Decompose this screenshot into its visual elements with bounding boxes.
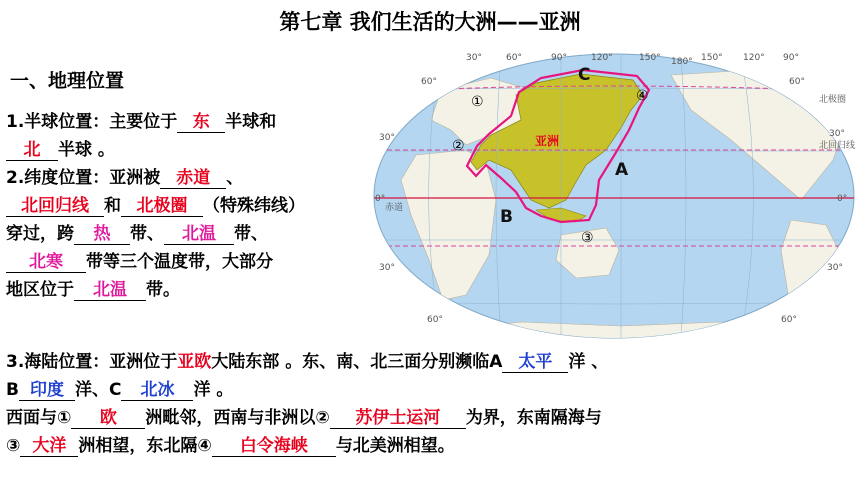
landsea-text: 洋 。: [193, 380, 234, 400]
landsea-text: 3.海陆位置：亚洲位于: [6, 352, 178, 372]
marker-2: ②: [452, 138, 465, 154]
arctic-circle-label: 北极圈: [819, 95, 847, 105]
lon-label: 90°: [551, 53, 567, 63]
landsea-text: 洲毗邻，西南与非洲以②: [145, 408, 330, 428]
lat-label-left: 30°: [379, 263, 395, 273]
ocean-label-c: C: [578, 65, 591, 85]
lat-label-right: 60°: [789, 77, 805, 87]
lon-label: 60°: [506, 53, 522, 63]
answer-indian: 印度: [19, 380, 75, 401]
latitude-dai2: 带、: [234, 224, 268, 244]
section-heading: 一、地理位置: [10, 70, 125, 92]
latitude-sep: 、: [226, 168, 244, 188]
lat-label-left: 60°: [427, 315, 443, 325]
ocean-label-a: A: [615, 160, 629, 180]
answer-hemisphere-north: 北: [6, 140, 58, 161]
answer-europe: 欧: [71, 408, 145, 429]
latitude-dai1: 带、: [130, 224, 164, 244]
asia-label: 亚洲: [535, 134, 560, 148]
lat-label-right: 60°: [781, 315, 797, 325]
lon-label: 150°: [639, 53, 661, 63]
hemisphere-suffix: 半球 。: [58, 140, 115, 160]
lon-label: 90°: [783, 53, 799, 63]
answer-equator: 赤道: [160, 168, 226, 189]
answer-north-temperate: 北温: [164, 224, 234, 245]
lon-label: 30°: [466, 53, 482, 63]
marker-4: ④: [636, 88, 649, 104]
lon-label: 120°: [743, 53, 765, 63]
landsea-text: 与北美洲相望。: [335, 436, 455, 456]
landsea-text: 洋 、: [568, 352, 609, 372]
lat-label-left: 0°: [375, 194, 386, 204]
landsea-text: 洲相望，东北隔④: [78, 436, 212, 456]
latitude-cross: 穿过，跨: [6, 224, 74, 244]
page-title: 第七章 我们生活的大洲——亚洲: [279, 10, 581, 34]
lat-label-left: 30°: [379, 133, 395, 143]
landsea-text: 大陆东部 。东、南、北三面分别濒临A: [211, 352, 503, 372]
landsea-text: ③: [6, 436, 21, 456]
hemisphere-paragraph: [6, 108, 366, 164]
answer-hemisphere-east: 东: [177, 112, 225, 133]
landsea-text: B: [6, 380, 19, 400]
ocean-label-b: B: [500, 207, 513, 227]
lon-label: 120°: [591, 53, 613, 63]
answer-tropical-zone: 热: [74, 224, 130, 245]
answer-mostly-temperate: 北温: [74, 280, 146, 301]
answer-bering-strait: 白令海峡: [212, 436, 336, 457]
answer-arctic: 北冰: [121, 380, 193, 401]
lat-label-left: 60°: [421, 77, 437, 87]
latitude-line4b: 带。: [146, 280, 180, 300]
answer-oceania: 大洋: [20, 436, 78, 457]
landsea-text: 洋、C: [74, 380, 122, 400]
hemisphere-mid: 半球和: [225, 112, 277, 132]
latitude-tail: 带等三个温度带，大部分: [86, 252, 273, 272]
landsea-line-2: [6, 375, 233, 401]
landsea-text: 西面与①: [6, 408, 72, 428]
answer-suez-canal: 苏伊士运河: [330, 408, 466, 429]
lat-label-right: 30°: [829, 129, 845, 139]
lon-label: 180°: [671, 57, 693, 67]
latitude-prefix: 2.纬度位置：亚洲被: [6, 168, 161, 188]
hemisphere-prefix: 1.半球位置：主要位于: [6, 112, 178, 132]
lat-label-right: 0°: [837, 194, 848, 204]
lon-label: 150°: [701, 53, 723, 63]
answer-arctic-circle: 北极圈: [121, 196, 203, 217]
answer-pacific: 太平: [502, 352, 568, 373]
latitude-and: 和: [104, 196, 121, 216]
answer-tropic-cancer: 北回归线: [6, 196, 104, 217]
answer-north-frigid: 北寒: [6, 252, 86, 273]
latitude-line4a: 地区位于: [6, 280, 74, 300]
landsea-line-4: [6, 431, 455, 457]
lat-label-right: 30°: [827, 263, 843, 273]
world-map: [371, 50, 858, 342]
landsea-line-3: [6, 403, 602, 429]
equator-label: 赤道: [385, 203, 404, 213]
landsea-text: 为界，东南隔海与: [465, 408, 602, 428]
latitude-note: （特殊纬线）: [203, 196, 305, 216]
landsea-line-1: [6, 347, 608, 373]
answer-eurasia: 亚欧: [177, 352, 212, 372]
tropic-of-cancer-label: 北回归线: [819, 141, 856, 151]
world-map-svg: [371, 50, 858, 342]
marker-1: ①: [471, 94, 484, 110]
marker-3: ③: [581, 230, 594, 246]
latitude-paragraph: [6, 164, 366, 304]
